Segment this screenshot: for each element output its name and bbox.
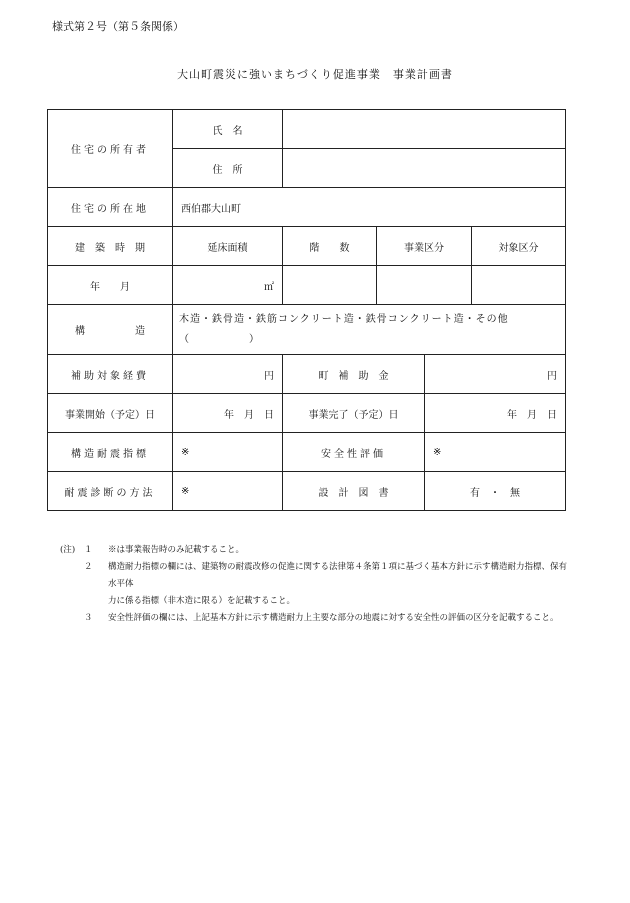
seismic-index-field[interactable]: ※ <box>173 433 283 472</box>
build-year-field[interactable]: 年 月 <box>48 266 173 305</box>
cost-field[interactable]: 円 <box>173 355 283 394</box>
build-year-label: 建 築 時 期 <box>48 227 173 266</box>
note-text: ※は事業報告時のみ記載すること。 <box>108 545 245 555</box>
note-item <box>60 610 570 627</box>
note-number: ２ <box>84 562 93 572</box>
safety-label: 安全性評価 <box>283 433 425 472</box>
name-label: 氏 名 <box>173 110 283 149</box>
floor-area-label: 延床面積 <box>173 227 283 266</box>
diagnosis-field[interactable]: ※ <box>173 472 283 511</box>
floors-label: 階 数 <box>283 227 377 266</box>
start-date-label: 事業開始（予定）日 <box>48 394 173 433</box>
drawings-label: 設 計 図 書 <box>283 472 425 511</box>
location-label: 住宅の所在地 <box>48 188 173 227</box>
note-number: １ <box>84 545 93 555</box>
note-text: 構造耐力指標の欄には、建築物の耐震改修の促進に関する法律第４条第１項に基づく基本方針に示す構造耐力指標、保有水平体 <box>108 562 568 589</box>
note-text: 力に係る指標（非木造に限る）を記載すること。 <box>108 596 296 606</box>
address-field[interactable] <box>283 149 566 188</box>
note-item <box>60 559 570 593</box>
subsidy-label: 町 補 助 金 <box>283 355 425 394</box>
structure-field[interactable] <box>173 305 566 355</box>
target-type-field[interactable] <box>472 266 566 305</box>
structure-other: （ ） <box>179 333 259 345</box>
end-date-field[interactable]: 年 月 日 <box>425 394 566 433</box>
project-plan-table <box>47 109 566 511</box>
floors-field[interactable] <box>283 266 377 305</box>
note-text: 安全性評価の欄には、上記基本方針に示す構造耐力上主要な部分の地震に対する安全性の評価の区分を記載すること。 <box>108 613 559 623</box>
start-date-field[interactable]: 年 月 日 <box>173 394 283 433</box>
notes <box>60 542 570 627</box>
form-number: 様式第２号（第５条関係） <box>52 20 184 33</box>
diagnosis-label: 耐震診断の方法 <box>48 472 173 511</box>
cost-label: 補助対象経費 <box>48 355 173 394</box>
structure-options: 木造・鉄骨造・鉄筋コンクリート造・鉄骨コンクリート造・その他 <box>179 313 509 325</box>
floor-area-field[interactable]: ㎡ <box>173 266 283 305</box>
note-item <box>60 542 570 559</box>
note-number <box>84 593 108 610</box>
note-number: ３ <box>84 613 93 623</box>
drawings-field[interactable]: 有 ・ 無 <box>425 472 566 511</box>
document-title: 大山町震災に強いまちづくり促進事業 事業計画書 <box>177 68 453 81</box>
end-date-label: 事業完了（予定）日 <box>283 394 425 433</box>
safety-field[interactable]: ※ <box>425 433 566 472</box>
business-type-label: 事業区分 <box>377 227 472 266</box>
note-item <box>60 593 570 610</box>
subsidy-field[interactable]: 円 <box>425 355 566 394</box>
location-field[interactable]: 西伯郡大山町 <box>173 188 566 227</box>
notes-prefix: (注) <box>60 545 76 555</box>
seismic-index-label: 構造耐震指標 <box>48 433 173 472</box>
target-type-label: 対象区分 <box>472 227 566 266</box>
business-type-field[interactable] <box>377 266 472 305</box>
name-field[interactable] <box>283 110 566 149</box>
owner-label: 住宅の所有者 <box>48 110 173 188</box>
structure-label: 構 造 <box>48 305 173 355</box>
address-label: 住 所 <box>173 149 283 188</box>
